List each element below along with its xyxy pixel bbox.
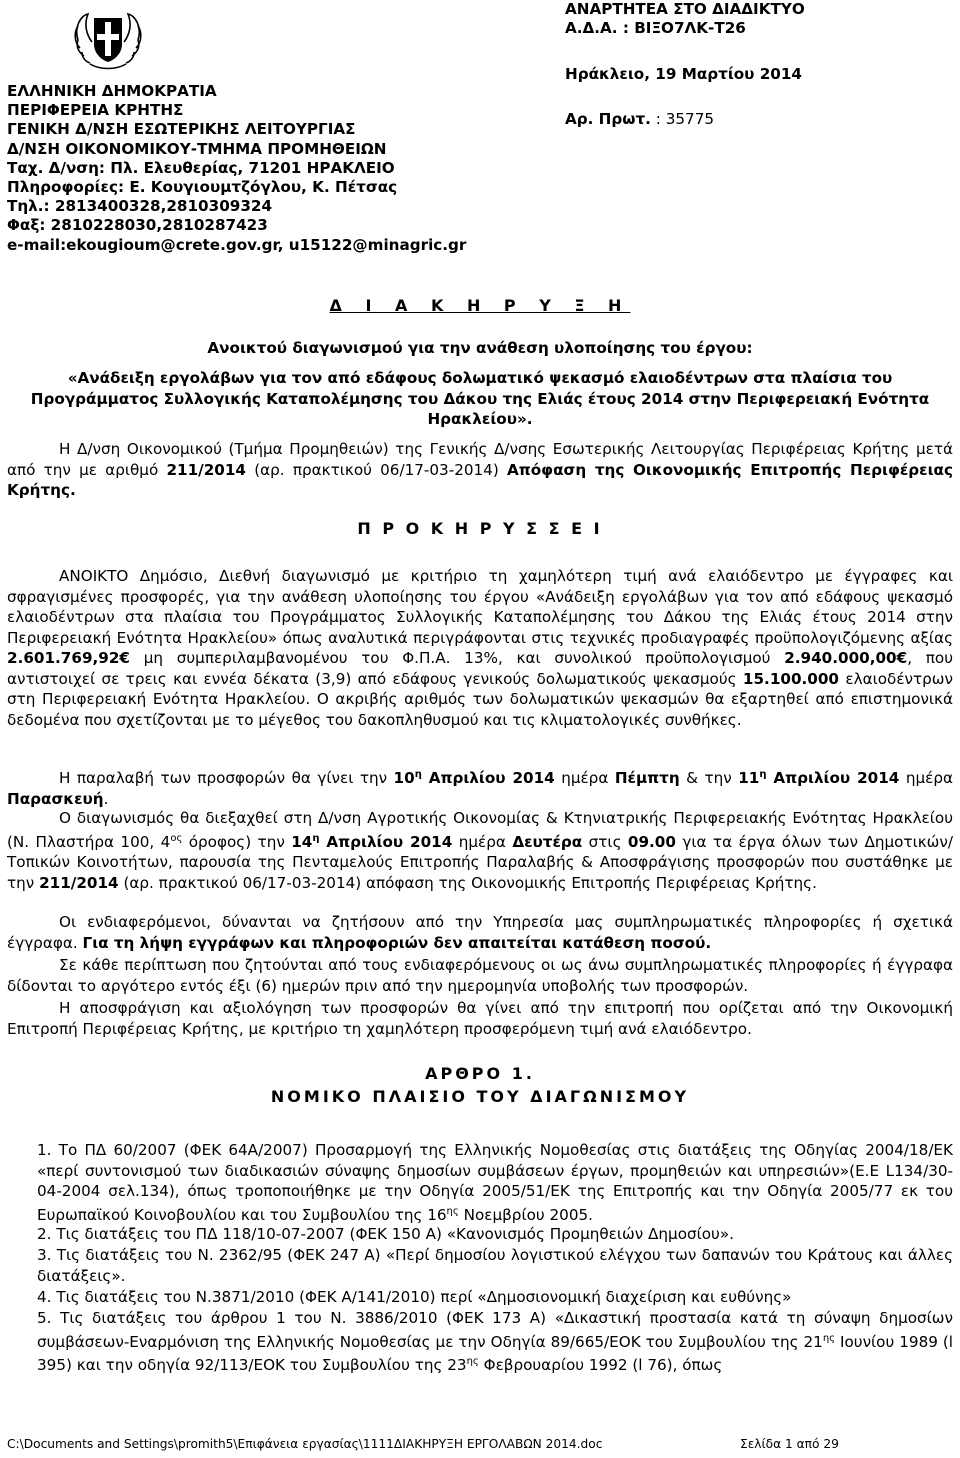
intro-paragraph: Η Δ/νση Οικονομικού (Τμήμα Προμηθειών) της Γενικής Δ/νσης Εσωτερικής Λειτουργίας Περιφέρειας Κρήτης μετά από την με αριθμό 211/2014 (αρ. πρακτικού 06/17-03-2014) Απόφαση της Οικονομικής Επιτροπής Περιφέρειας Κρήτης. [7,440,953,499]
posting-block [565,0,805,38]
article-item-4: 4. Τις διατάξεις του Ν.3871/2010 (ΦΕΚ Α/141/2010) περί «Δημοσιονομική διαχείριση και ευθύνης» [37,1288,792,1306]
document-date: Ηράκλειο, 19 Μαρτίου 2014 [565,65,802,83]
article-item-3: 3. Τις διατάξεις του Ν. 2362/95 (ΦΕΚ 247 Α) «Περί δημοσίου λογιστικού ελέγχου των δαπανών του Κράτους και άλλες διατάξεις». [37,1246,953,1285]
article-number: ΑΡΘΡΟ 1. [425,1064,535,1083]
sender-header [7,82,466,255]
header-line: ΠΕΡΙΦΕΡΕΙΑ ΚΡΗΤΗΣ [7,101,184,120]
project-title: «Ανάδειξη εργολάβων για τον από εδάφους δολωματικό ψεκασμό ελαιοδέντρων στα πλαίσια του Προγράμματος Συλλογικής Καταπολέμησης του Δάκου της Ελιάς έτους 2014 στην Περιφερειακή Ενότητα Ηρακλείου». [30,369,930,428]
header-line: Δ/ΝΣΗ ΟΙΚΟΝΟΜΙΚΟΥ-ΤΜΗΜΑ ΠΡΟΜΗΘΕΙΩΝ [7,139,387,158]
article-item-5: 5. Τις διατάξεις του άρθρου 1 του Ν. 3886/2010 (ΦΕΚ 173 Α) «Δικαστική προστασία κατά τη σύναψη δημοσίων συμβάσεων-Εναρμόνιση της Ελληνικής Νομοθεσίας με την Οδηγία 89/665/ΕΟΚ του Συμβουλίου της $21^{\eta\varsigma}$ Ιουνίου 1989 (l 395) και την οδηγία 92/113/ΕΟΚ του Συμβουλίου της $23^{\eta\varsigma}$ Φεβρουαρίου 1992 (l 76), όπως [37,1309,954,1375]
ada-code: Α.Δ.Α. : ΒΙΞΟ7ΛΚ-Τ26 [565,19,746,37]
article-item-2: 2. Τις διατάξεις του ΠΔ 118/10-07-2007 (ΦΕΚ 150 Α) «Κανονισμός Προμηθειών Δημοσίου». [37,1225,734,1243]
subject-line: Ανοικτού διαγωνισμού για την ανάθεση υλοποίησης του έργου: [207,339,753,357]
header-line: ΓΕΝΙΚΗ Δ/ΝΣΗ ΕΣΩΤΕΡΙΚΗΣ ΛΕΙΤΟΥΡΓΙΑΣ [7,120,356,139]
posting-title: ΑΝΑΡΤΗΤΕΑ ΣΤΟ ΔΙΑΔΙΚΤΥΟ [565,0,805,18]
article-item-1: 1. Το ΠΔ 60/2007 (ΦΕΚ 64Α/2007) Προσαρμογή της Ελληνικής Νομοθεσίας στις διατάξεις της Οδηγίας 2004/18/ΕΚ «περί συντονισμού των διαδικασιών σύναψης δημοσίων συμβάσεων έργων, προμηθειών και υπηρεσιών»(Ε.Ε L134/30-04-2004 σελ.134), όπως τροποποιήθηκε με την Οδηγία 2005/51/ΕΚ της Επιτροπής και την Οδηγία 2005/77 εκ του Ευρωπαϊκού Κοινοβουλίου και του Συμβουλίου της $16^{\eta\varsigma}$ Νοεμβρίου 2005. [37,1141,953,1224]
header-line: Ταχ. Δ/νση: Πλ. Ελευθερίας, 71201 ΗΡΑΚΛΕΙΟ [7,158,395,177]
body-paragraph-6: Η αποσφράγιση και αξιολόγηση των προσφορών θα γίνει από την επιτροπή που ορίζεται από την Οικονομική Επιτροπή Περιφέρειας Κρήτης, με κριτήριο τη χαμηλότερη προσφερόμενη τιμή ανά ελαιόδεντρο. [7,999,953,1038]
body-paragraph-2: Η παραλαβή των προσφορών θα γίνει την $10^\eta$ Απριλίου 2014 ημέρα Πέμπτη & την $11^\eta$ Απριλίου 2014 ημέρα Παρασκευή. [7,769,953,808]
header-line: Πληροφορίες: Ε. Κουγιουμτζόγλου, Κ. Πέτσας [7,178,398,197]
footer-file-path: C:\Documents and Settings\promith5\Επιφάνεια εργασίας\1111ΔΙΑΚΗΡΥΞΗ ΕΡΓΟΛΑΒΩΝ 2014.doc [7,1437,603,1451]
body-paragraph-5: Σε κάθε περίπτωση που ζητούνται από τους ενδιαφερόμενους οι ως άνω συμπληρωματικές πληροφορίες ή έγγραφα δίδονται το αργότερο εντός έξι (6) ημερών πριν από την ημερομηνία υποβολής των προσφορών. [7,956,953,995]
header-line: Τηλ.: 2813400328,2810309324 [7,197,273,216]
header-line: ΕΛΛΗΝΙΚΗ ΔΗΜΟΚΡΑΤΙΑ [7,82,217,100]
header-line: e-mail:ekougioum@crete.gov.gr, u15122@minagric.gr [7,235,467,254]
footer-page-number: Σελίδα 1 από 29 [740,1437,839,1451]
greek-coat-of-arms-icon [70,8,146,70]
protocol-number: Αρ. Πρωτ. : 35775 [565,110,715,128]
document-title: Δ Ι Α Κ Η Ρ Υ Ξ Η [329,296,631,315]
article-title: ΝΟΜΙΚΟ ΠΛΑΙΣΙΟ ΤΟΥ ΔΙΑΓΩΝΙΣΜΟΥ [270,1087,690,1106]
proclaims-heading: Π Ρ Ο Κ Η Ρ Υ Σ Σ Ε Ι [357,519,603,538]
body-paragraph-3: Ο διαγωνισμός θα διεξαχθεί στη Δ/νση Αγροτικής Οικονομίας & Κτηνιατρικής Περιφερειακής Ενότητας Ηρακλείου (Ν. Πλαστήρα 100, $4^{o\varsigma}$ όροφος) την $14^\eta$ Απριλίου 2014 ημέρα Δευτέρα στις 09.00 για τα έργα όλων των Δημοτικών/Τοπικών Κοινοτήτων, παρουσία της Πενταμελούς Επιτροπής Παραλαβής & Αποσφράγισης προσφορών που συστάθηκε με την 211/2014 (αρ. πρακτικού 06/17-03-2014) απόφαση της Οικονομικής Επιτροπής Περιφέρειας Κρήτης. [7,809,953,892]
header-line: Φαξ: 2810228030,2810287423 [7,216,268,235]
body-paragraph-1: ΑΝΟΙΚΤΟ Δημόσιο, Διεθνή διαγωνισμό με κριτήριο τη χαμηλότερη τιμή ανά ελαιόδεντρο με έγγραφες και σφραγισμένες προσφορές, για την ανάθεση υλοποίησης του έργου «Ανάδειξη εργολάβων για τον από εδάφους ψεκασμό ελαιοδέντρων στα πλαίσια του Προγράμματος Συλλογικής Καταπολέμησης του Δάκου της Ελιάς έτους 2014 στην Περιφερειακή Ενότητα Ηρακλείου» όπως αναλυτικά περιγράφονται στις τεχνικές προδιαγραφές προϋπολογιζόμενης αξίας 2.601.769,92€ μη συμπεριλαμβανομένου του Φ.Π.Α. 13%, και συνολικού προϋπολογισμού 2.940.000,00€, που αντιστοιχεί σε τρεις και εννέα δέκατα (3,9) από εδάφους γενικούς δολωματικούς ψεκασμούς 15.100.000 ελαιοδέντρων στη Περιφερειακή Ενότητα Ηρακλείου. Ο ακριβής αριθμός των δολωματικών ψεκασμών θα εξαρτηθεί από επιστημονικά δεδομένα που σχετίζονται με το μέγεθος του δακοπληθυσμού και τις κλιματολογικές συνθήκες. [7,567,953,729]
body-paragraph-4: Οι ενδιαφερόμενοι, δύνανται να ζητήσουν από την Υπηρεσία μας συμπληρωματικές πληροφορίες ή σχετικά έγγραφα. Για τη λήψη εγγράφων και πληροφοριών δεν απαιτείται κατάθεση ποσού. [7,913,953,952]
